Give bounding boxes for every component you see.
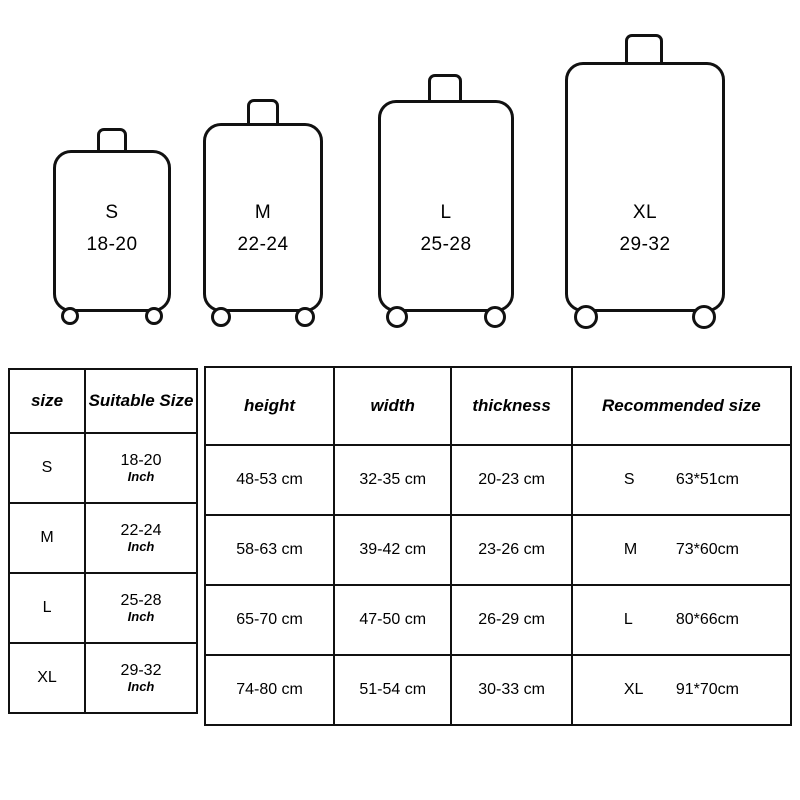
cell-size: M	[9, 503, 85, 573]
cell-width: 32-35 cm	[334, 445, 451, 515]
suitcase-wheel-icon	[145, 307, 163, 325]
suitcase-body	[565, 62, 725, 312]
header-recommended-size: Recommended size	[572, 367, 791, 445]
table-row	[9, 573, 197, 643]
suitcase-s-range: 18-20	[86, 234, 138, 255]
cell-recommended-code: S	[623, 471, 635, 488]
table-row	[205, 585, 791, 655]
header-suitable-size: Suitable Size	[85, 369, 197, 433]
suitcase-body	[53, 150, 171, 312]
suitcase-s-code: S	[105, 202, 119, 223]
cell-recommended-dim: 91*70cm	[675, 681, 739, 698]
cell-recommended-code: M	[623, 541, 638, 558]
cell-height: 58-63 cm	[205, 515, 334, 585]
suitcase-handle-icon	[428, 74, 462, 102]
cell-suitable	[85, 573, 197, 643]
cell-thickness: 20-23 cm	[451, 445, 571, 515]
cell-recommended	[572, 655, 791, 725]
header-thickness: thickness	[451, 367, 571, 445]
suitcase-m-range: 22-24	[237, 234, 289, 255]
cell-recommended-dim: 80*66cm	[675, 611, 739, 628]
table-row	[9, 643, 197, 713]
cell-suitable-unit: Inch	[127, 678, 155, 694]
suitcase-l	[378, 100, 514, 312]
cell-size: XL	[9, 643, 85, 713]
cell-suitable-unit: Inch	[127, 538, 155, 554]
cell-width: 51-54 cm	[334, 655, 451, 725]
suitcase-handle-icon	[97, 128, 127, 152]
size-table	[8, 368, 198, 714]
suitcase-wheel-icon	[295, 307, 315, 327]
cell-recommended-code: XL	[623, 681, 644, 698]
cell-suitable	[85, 433, 197, 503]
table-row	[205, 655, 791, 725]
cell-suitable-value: 25-28	[120, 591, 162, 609]
cell-recommended-dim: 73*60cm	[675, 541, 739, 558]
cell-suitable-unit: Inch	[127, 608, 155, 624]
suitcase-xl-code: XL	[632, 202, 658, 223]
cell-suitable-unit: Inch	[127, 468, 155, 484]
suitcase-m	[203, 123, 323, 312]
luggage-illustration-row	[0, 0, 800, 352]
header-width: width	[334, 367, 451, 445]
cell-recommended	[572, 515, 791, 585]
suitcase-l-code: L	[440, 202, 452, 223]
cell-suitable	[85, 643, 197, 713]
suitcase-wheel-icon	[692, 305, 716, 329]
suitcase-wheel-icon	[211, 307, 231, 327]
suitcase-wheel-icon	[386, 306, 408, 328]
table-header-row	[9, 369, 197, 433]
cell-height: 74-80 cm	[205, 655, 334, 725]
cell-recommended	[572, 445, 791, 515]
cell-recommended	[572, 585, 791, 655]
cell-recommended-dim: 63*51cm	[675, 471, 739, 488]
cell-suitable-value: 22-24	[120, 521, 162, 539]
suitcase-wheel-icon	[574, 305, 598, 329]
suitcase-xl-range: 29-32	[619, 234, 671, 255]
header-size: size	[9, 369, 85, 433]
cell-thickness: 26-29 cm	[451, 585, 571, 655]
suitcase-wheel-icon	[484, 306, 506, 328]
cell-height: 48-53 cm	[205, 445, 334, 515]
suitcase-m-code: M	[254, 202, 272, 223]
table-row	[205, 515, 791, 585]
cell-suitable-value: 29-32	[120, 661, 162, 679]
suitcase-l-range: 25-28	[420, 234, 472, 255]
table-row	[9, 433, 197, 503]
cell-width: 39-42 cm	[334, 515, 451, 585]
cell-thickness: 30-33 cm	[451, 655, 571, 725]
header-height: height	[205, 367, 334, 445]
suitcase-xl	[565, 62, 725, 312]
cell-suitable	[85, 503, 197, 573]
cell-recommended-code: L	[623, 611, 633, 628]
suitcase-handle-icon	[247, 99, 279, 125]
dimension-table	[204, 366, 792, 726]
cell-suitable-value: 18-20	[120, 451, 162, 469]
cell-width: 47-50 cm	[334, 585, 451, 655]
table-row	[205, 445, 791, 515]
suitcase-s	[53, 150, 171, 312]
suitcase-wheel-icon	[61, 307, 79, 325]
table-row	[9, 503, 197, 573]
cell-height: 65-70 cm	[205, 585, 334, 655]
suitcase-handle-icon	[625, 34, 663, 64]
cell-thickness: 23-26 cm	[451, 515, 571, 585]
cell-size: L	[9, 573, 85, 643]
table-header-row	[205, 367, 791, 445]
cell-size: S	[9, 433, 85, 503]
